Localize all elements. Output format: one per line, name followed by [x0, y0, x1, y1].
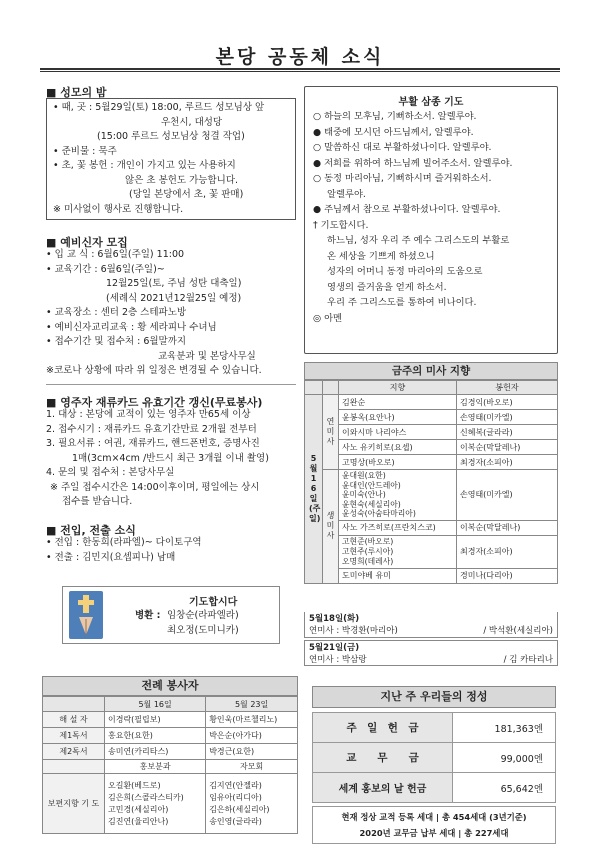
liturgy-cell: 박은순(아가다) [206, 728, 298, 744]
liturgy-role: 제1독서 [43, 728, 105, 744]
weekday-line: 연미사 : 박경환(마리아) [309, 626, 398, 636]
liturgy-subheader: 자모회 [206, 760, 298, 774]
parish-stats [312, 806, 556, 844]
catechumen-line: • 예비신자교리교육 : 황 세라피나 수녀님 [46, 321, 217, 333]
intentions-title: 금주의 미사 지향 [304, 362, 558, 380]
offerer-cell: 손영태(미카엘) [457, 410, 558, 425]
intention-cell: 오명희(데레사) [342, 556, 394, 566]
easter-line: † 기도합시다. [313, 219, 369, 231]
liturgy-cell: 송미연(카리타스) [105, 744, 206, 760]
mass-line: 않은 초 봉헌도 가능합니다. [125, 174, 239, 186]
easter-line: ○ 말씀하신 대로 부활하셨나이다. 알렐루야. [313, 142, 492, 153]
easter-line: ○ 하늘의 모후님, 기뻐하소서. 알렐루야. [313, 111, 477, 122]
intention-cell: 윤대원(요한) [342, 471, 386, 480]
liturgy-table [42, 696, 298, 834]
mass-section-title: ■ 성모의 밤 [46, 86, 107, 99]
server-name: 오길환(베드로) [108, 780, 161, 790]
intention-cell: 도미야베 유미 [339, 568, 457, 583]
liturgy-role: 제2독서 [43, 744, 105, 760]
offering-amount: 65,642엔 [453, 773, 556, 803]
illness-label: 병환 : [135, 610, 161, 621]
easter-line: ◎ 아멘 [313, 312, 343, 324]
server-name: 김진연(율리안나) [108, 816, 169, 826]
card-line: ※ 주일 접수시간은 14:00이후이며, 평일에는 상시 [50, 481, 260, 493]
mass-line: • 준비물 : 묵주 [53, 145, 117, 157]
mass-line: • 때, 곳 : 5월29일(토) 18:00, 루르드 성모님상 앞 [53, 102, 265, 113]
liturgy-role: 보편지향 기 도 [43, 774, 105, 834]
prayer-name: 최오정(도미니카) [167, 625, 239, 636]
intention-cell: 사노 유키히로(요셉) [339, 440, 457, 455]
intention-cell: 이와시마 나리야스 [339, 425, 457, 440]
liturgy-subheader: 홍보분과 [105, 760, 206, 774]
card-line: 4. 문의 및 접수처 : 본당사무실 [46, 467, 175, 478]
liturgy-title: 전례 봉사자 [42, 676, 298, 696]
offering-label: 주 일 헌 금 [313, 713, 453, 743]
easter-line: ○ 동정 마리아님, 기뻐하시며 즐거워하소서. [313, 173, 492, 184]
offerer-cell: 김경익(바오로) [457, 395, 558, 410]
intention-cell: 윤성숙(아숨타마리아) [342, 509, 416, 518]
mass-box [46, 98, 296, 220]
offering-label: 세계 홍보의 날 헌금 [313, 773, 453, 803]
weekday-date: 5월18일(화) [309, 614, 360, 624]
praying-hands-icon [69, 591, 103, 639]
card-line: 접수를 받습니다. [62, 496, 133, 507]
easter-title: 부활 삼종 기도 [398, 97, 464, 108]
offerer-cell: 손영태(미카엘) [457, 470, 558, 521]
prayer-heading: 기도합시다 [189, 597, 238, 608]
catechumen-line: 12월25일(토, 주님 성탄 대축일) [106, 278, 242, 289]
liturgy-col-header: 5월 16일 [105, 697, 206, 712]
intentions-table [304, 380, 558, 584]
easter-line: ● 주님께서 참으로 부활하셨나이다. 알렐루야. [313, 204, 501, 215]
catechumen-line: • 입 교 식 : 6월6일(주일) 11:00 [46, 249, 185, 260]
weekday-mass-2 [304, 640, 558, 666]
intentions-col-header: 봉헌자 [457, 381, 558, 395]
mass-line: (당일 본당에서 초, 꽃 판매) [129, 189, 244, 200]
intention-cell: 윤대인(안드레아) [342, 480, 401, 490]
intention-cell: 김완순 [339, 395, 457, 410]
offerer-cell: 이복순(막달레나) [457, 520, 558, 535]
catechumen-line: • 교육장소 : 센터 2층 스테파노방 [46, 307, 187, 318]
intention-cell: 윤미숙(안나) [342, 490, 386, 499]
intentions-date: 5월16일(주일) [309, 453, 321, 523]
offerer-cell: 최경자(소피아) [457, 535, 558, 568]
easter-line: 성자의 어머니 동정 마리아의 도움으로 [327, 266, 483, 277]
offerer-cell: 경미나(다리아) [457, 568, 558, 583]
transfer-section-title: ■ 전입, 전출 소식 [46, 524, 136, 537]
transfer-line: • 전입 : 한동희(라파엘)~ 다이토구역 [46, 537, 202, 548]
liturgy-cell: 이경락(필립보) [105, 712, 206, 728]
weekday-line: / 김 카타리나 [503, 655, 553, 665]
catechumen-line: (세례식 2021년12월25일 예정) [106, 292, 242, 304]
offering-amount: 99,000엔 [453, 743, 556, 773]
prayer-name: 임창순(라파엘라) [167, 610, 239, 621]
card-body [46, 408, 306, 510]
prayer-request-box [62, 586, 280, 644]
server-name: 김은하(세실리아) [209, 804, 270, 814]
easter-line: 영생의 즐거움을 얻게 하소서. [327, 281, 447, 293]
card-section-title: ■ 영주자 재류카드 유효기간 갱신(무료봉사) [46, 396, 263, 409]
server-name: 송인영(글라라) [209, 816, 262, 826]
catechumen-line: • 접수기간 및 접수처 : 6월말까지 [46, 336, 187, 347]
easter-line: 우리 주 그리스도를 통하여 비나이다. [327, 297, 477, 308]
card-line: 1. 대상 : 본당에 교적이 있는 영주자 만65세 이상 [46, 409, 251, 420]
weekday-line: 연미사 : 박삼랑 [309, 655, 367, 665]
offering-table [312, 712, 556, 803]
liturgy-cell: 박경근(요한) [206, 744, 298, 760]
catechumen-body [46, 248, 306, 379]
intention-cell: 윤현숙(세실리아) [342, 499, 401, 509]
stats-line: 2020년 교무금 납부 세대 | 총 227세대 [359, 828, 509, 838]
easter-line: ● 저희를 위하여 하느님께 빌어주소서. 알렐루야. [313, 157, 513, 169]
server-name: 임유아(리디아) [209, 792, 262, 802]
intention-cell: 고현준(바오로) [342, 536, 394, 546]
intention-cell: 윤봉옥(요안나) [339, 410, 457, 425]
intention-cell: 고명상(바오로) [339, 455, 457, 470]
easter-prayer-box [304, 86, 558, 354]
card-line: 2. 접수시기 : 재류카드 유효기간만료 2개월 전부터 [46, 423, 257, 435]
weekday-mass-1 [304, 612, 558, 638]
mass-line: (15:00 루르드 성모님상 청결 작업) [97, 131, 245, 142]
liturgy-col-header: 5월 23일 [206, 697, 298, 712]
offering-amount: 181,363엔 [453, 713, 556, 743]
easter-line: ● 태중에 모시던 아드님께서, 알렐루야. [313, 126, 474, 138]
intention-cell: 사노 가즈히로(프란치스코) [339, 520, 457, 535]
server-name: 김지연(안젤라) [209, 780, 262, 790]
stats-line: 현재 정상 교적 등록 세대 | 총 454세대 (3년기준) [341, 812, 527, 822]
catechumen-line: • 교육기간 : 6월6일(주일)~ [46, 263, 165, 275]
mass-line: • 초, 꽃 봉헌 : 개인이 가지고 있는 사용하지 [53, 160, 236, 171]
mass-line: ※ 미사없이 행사로 진행합니다. [53, 203, 184, 215]
liturgy-cell: 홍요한(요한) [105, 728, 206, 744]
weekday-date: 5월21일(금) [309, 643, 360, 653]
offerer-cell: 신혜복(글라라) [457, 425, 558, 440]
catechumen-section-title: ■ 예비신자 모집 [46, 236, 128, 249]
easter-line: 온 세상을 기쁘게 하셨으니 [327, 250, 435, 262]
mass-line: 우천시, 대성당 [161, 116, 223, 128]
page-title: 본당 공동체 소식 [215, 46, 385, 68]
card-line: 1매(3cm×4cm /반드시 최근 3개월 이내 촬영) [72, 452, 269, 464]
server-name: 김은희(스콜라스티카) [108, 792, 184, 802]
offering-label: 교 무 금 [313, 743, 453, 773]
catechumen-line: 교육분과 및 본당사무실 [158, 350, 256, 362]
title-divider [40, 68, 560, 72]
intentions-col-header: 지향 [339, 381, 457, 395]
server-name: 고민경(세실리아) [108, 804, 169, 814]
liturgy-cell: 황인욱(마르첼리노) [206, 712, 298, 728]
offering-title: 지난 주 우리들의 정성 [312, 686, 556, 708]
easter-line: 알렐루야. [327, 188, 366, 200]
intention-cell: 고현주(루시아) [342, 546, 394, 556]
weekday-line: / 박석환(세실리아) [483, 626, 553, 636]
offerer-cell: 이복순(막달레나) [457, 440, 558, 455]
easter-line: 하느님, 성자 우리 주 예수 그리스도의 부활로 [327, 235, 510, 246]
catechumen-line: ※코로나 상황에 따라 위 일정은 변경될 수 있습니다. [46, 365, 262, 376]
group-label: 생미사 [326, 511, 335, 541]
offerer-cell: 최경자(소피아) [457, 455, 558, 470]
transfer-body [46, 536, 306, 565]
group-label: 연미사 [326, 417, 335, 446]
card-line: 3. 필요서류 : 여권, 재류카드, 핸드폰번호, 증명사진 [46, 438, 260, 449]
liturgy-role: 해 설 자 [43, 712, 105, 728]
transfer-line: • 전출 : 김민지(요셉피나) 남매 [46, 551, 176, 563]
section-divider [46, 384, 296, 385]
